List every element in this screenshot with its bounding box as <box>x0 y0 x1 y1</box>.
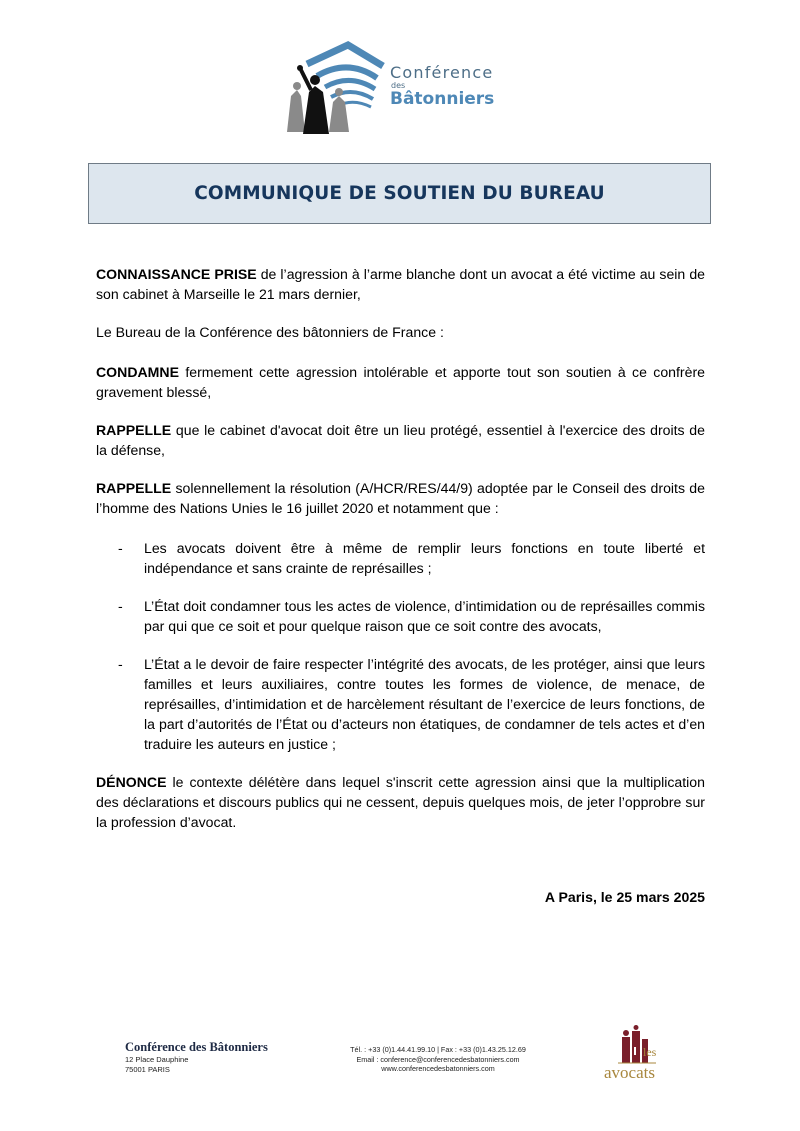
paragraph-text: de l’agression à l’arme blanche dont un avocat a été victime au sein de son cabinet à Marseille le 21 mars dernier, <box>96 266 705 302</box>
paragraph-denonce <box>96 772 705 832</box>
bullet-dash: - <box>118 598 123 614</box>
paragraph-text: fermement cette agression intolérable et apporte tout son soutien à ce confrère gravement blessé, <box>96 364 705 400</box>
bullet-text: L’État doit condamner tous les actes de violence, d’intimidation ou de représailles commis par qui que ce soit et pour quelque raison que ce soit contre des avocats, <box>144 598 705 634</box>
paragraph-rappelle-1 <box>96 420 705 460</box>
footer-phone: Tél. : +33 (0)1.44.41.99.10 | Fax : +33 (0)1.43.25.12.69 <box>350 1045 526 1054</box>
bullet-text: Les avocats doivent être à même de remplir leurs fonctions en toute liberté et indépendance et sans crainte de représailles ; <box>144 540 705 576</box>
logo-des-text: des <box>391 81 406 90</box>
title-box <box>88 163 711 224</box>
logo-conference-text: Conférence <box>390 63 494 82</box>
les-avocats-logo <box>600 1025 690 1085</box>
paragraph-text: le contexte délétère dans lequel s'inscrit cette agression ainsi que la multiplication des déclarations et discours publics qui ne cessent, depuis quelques mois, de jeter l’opprobre sur la profession d’avocat. <box>96 774 705 830</box>
paragraph-lead: RAPPELLE <box>96 480 172 496</box>
paragraph-lead: CONDAMNE <box>96 364 179 380</box>
bullet-text: L’État a le devoir de faire respecter l’intégrité des avocats, de les protéger, ainsi que leurs familles et leurs auxiliaires, contre toutes les formes de violence, de menace, de représailles, d’intimidation et de harcèlement résultant de l’exercice de leurs fonctions, de la part d’autorités de l’État ou d’acteurs non étatiques, de condamner de tels actes et d’en traduire les auteurs en justice ; <box>144 656 705 752</box>
conference-emblem-icon <box>285 40 390 140</box>
paragraph-lead: DÉNONCE <box>96 774 167 790</box>
paragraph-text: que le cabinet d'avocat doit être un lieu protégé, essentiel à l'exercice des droits de la défense, <box>96 422 705 458</box>
paragraph-bureau <box>96 322 705 342</box>
footer-contact-block <box>322 1045 554 1074</box>
paragraph-connaissance <box>96 264 705 304</box>
paragraph-rappelle-2 <box>96 478 705 518</box>
bullet-dash: - <box>118 540 123 556</box>
paragraph-lead: RAPPELLE <box>96 422 172 438</box>
footer-org-name: Conférence des Bâtonniers <box>125 1040 268 1054</box>
logo-les-text: les <box>643 1045 657 1059</box>
page-title: COMMUNIQUE DE SOUTIEN DU BUREAU <box>194 183 605 204</box>
footer-address-line: 12 Place Dauphine <box>125 1055 189 1064</box>
paragraph-lead: CONNAISSANCE PRISE <box>96 266 257 282</box>
paragraph-text: solennellement la résolution (A/HCR/RES/44/9) adoptée par le Conseil des droits de l’homme des Nations Unies le 16 juillet 2020 et notamment que : <box>96 480 705 516</box>
logo-batonniers-text: Bâtonniers <box>390 89 495 109</box>
signature-date: A Paris, le 25 mars 2025 <box>544 889 705 905</box>
conference-logo <box>285 40 525 140</box>
paragraph-condamne <box>96 362 705 402</box>
footer-address-block <box>125 1040 268 1075</box>
footer-website: www.conferencedesbatonniers.com <box>381 1064 495 1073</box>
footer-email: Email : conference@conferencedesbatonniers.com <box>356 1054 520 1064</box>
bullet-dash: - <box>118 656 123 672</box>
paragraph-text: Le Bureau de la Conférence des bâtonniers de France : <box>96 324 444 340</box>
footer-address-line: 75001 PARIS <box>125 1065 170 1074</box>
logo-avocats-text: avocats <box>604 1063 655 1082</box>
